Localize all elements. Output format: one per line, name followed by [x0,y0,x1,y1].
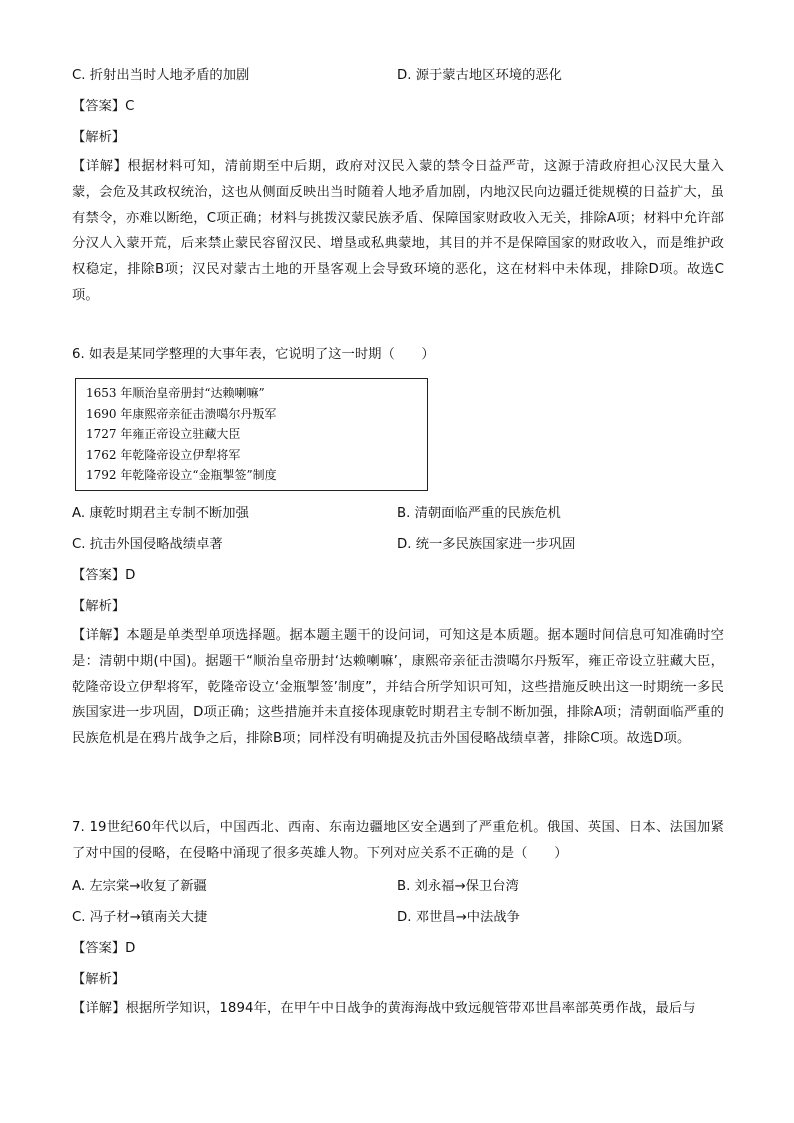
table-row: 1762 年乾隆帝设立伊犁将军 [86,447,241,462]
q6-option-d: D. 统一多民族国家进一步巩固 [397,537,576,552]
table-row: 1653 年顺治皇帝册封“达赖喇嘛” [86,386,265,400]
q7-option-d: D. 邓世昌→中法战争 [397,910,520,925]
q6-option-c: C. 抗击外国侵略战绩卓著 [72,537,223,552]
q6-analysis-label: 【解析】 [72,599,126,614]
q7-stem: 7. 19世纪60年代以后，中国西北、西南、东南边疆地区安全遇到了严重危机。俄国、英国、日本、法国加紧了对中国的侵略，在侵略中涌现了很多英雄人物。下列对应关系不正确的是（ ） [72,820,724,861]
q6-event-table [75,378,428,491]
q7-analysis-label: 【解析】 [72,972,126,987]
q5-detail: 【详解】根据材料可知，清前期至中后期，政府对汉民入蒙的禁令日益严苛，这源于清政府担心汉民大量入蒙，会危及其政权统治，这也从侧面反映出当时随着人地矛盾加剧，内地汉民向边疆迁徙规模的日益扩大，虽有禁令，亦难以断绝，C项正确；材料与挑拨汉蒙民族矛盾、保障国家财政收入无关，排除A项；材料中允许部分汉人入蒙开荒，后来禁止蒙民容留汉民、增垦或私典蒙地，其目的并不是保障国家的财政收入，而是维护政权稳定，排除B项；汉民对蒙古土地的开垦客观上会导致环境的恶化，这在材料中未体现，排除D项。故选C项。 [72,159,724,303]
q6-detail: 【详解】本题是单类型单项选择题。据本题主题干的设问词，可知这是本质题。据本题时间信息可知准确时空是：清朝中期(中国)。据题干“顺治皇帝册封‘达赖喇嘛’，康熙帝亲征击溃噶尔丹叛军，雍正帝设立驻藏大臣，乾隆帝设立伊犁将军，乾隆帝设立‘金瓶掣签’制度”，并结合所学知识可知，这些措施反映出这一时期统一多民族国家进一步巩固，D项正确；这些措施并未直接体现康乾时期君主专制不断加强，排除A项；清朝面临严重的民族危机是在鸦片战争之后，排除B项；同样没有明确提及抗击外国侵略战绩卓著，排除C项。故选D项。 [72,628,724,747]
q5-option-d: D. 源于蒙古地区环境的恶化 [397,68,562,83]
q5-option-c: C. 折射出当时人地矛盾的加剧 [72,68,250,83]
table-row: 1727 年雍正帝设立驻藏大臣 [86,427,241,442]
q5-analysis-label: 【解析】 [72,130,126,145]
q7-option-c: C. 冯子材→镇南关大捷 [72,910,208,925]
q7-detail: 【详解】根据所学知识，1894年，在甲午中日战争的黄海海战中致远舰管带邓世昌率部英勇作战，最后与 [72,1001,696,1016]
table-row: 1792 年乾隆帝设立“金瓶掣签”制度 [86,468,277,483]
q7-option-b: B. 刘永福→保卫台湾 [397,879,519,894]
q7-answer: 【答案】D [72,941,136,956]
table-row: 1690 年康熙帝亲征击溃噶尔丹叛军 [86,406,277,421]
q6-answer: 【答案】D [72,568,136,583]
q5-answer: 【答案】C [72,99,135,114]
q6-option-b: B. 清朝面临严重的民族危机 [397,506,561,521]
q6-option-a: A. 康乾时期君主专制不断加强 [72,506,249,521]
q6-stem: 6. 如表是某同学整理的大事年表，它说明了这一时期（ ） [72,347,435,362]
q7-option-a: A. 左宗棠→收复了新疆 [72,879,207,894]
